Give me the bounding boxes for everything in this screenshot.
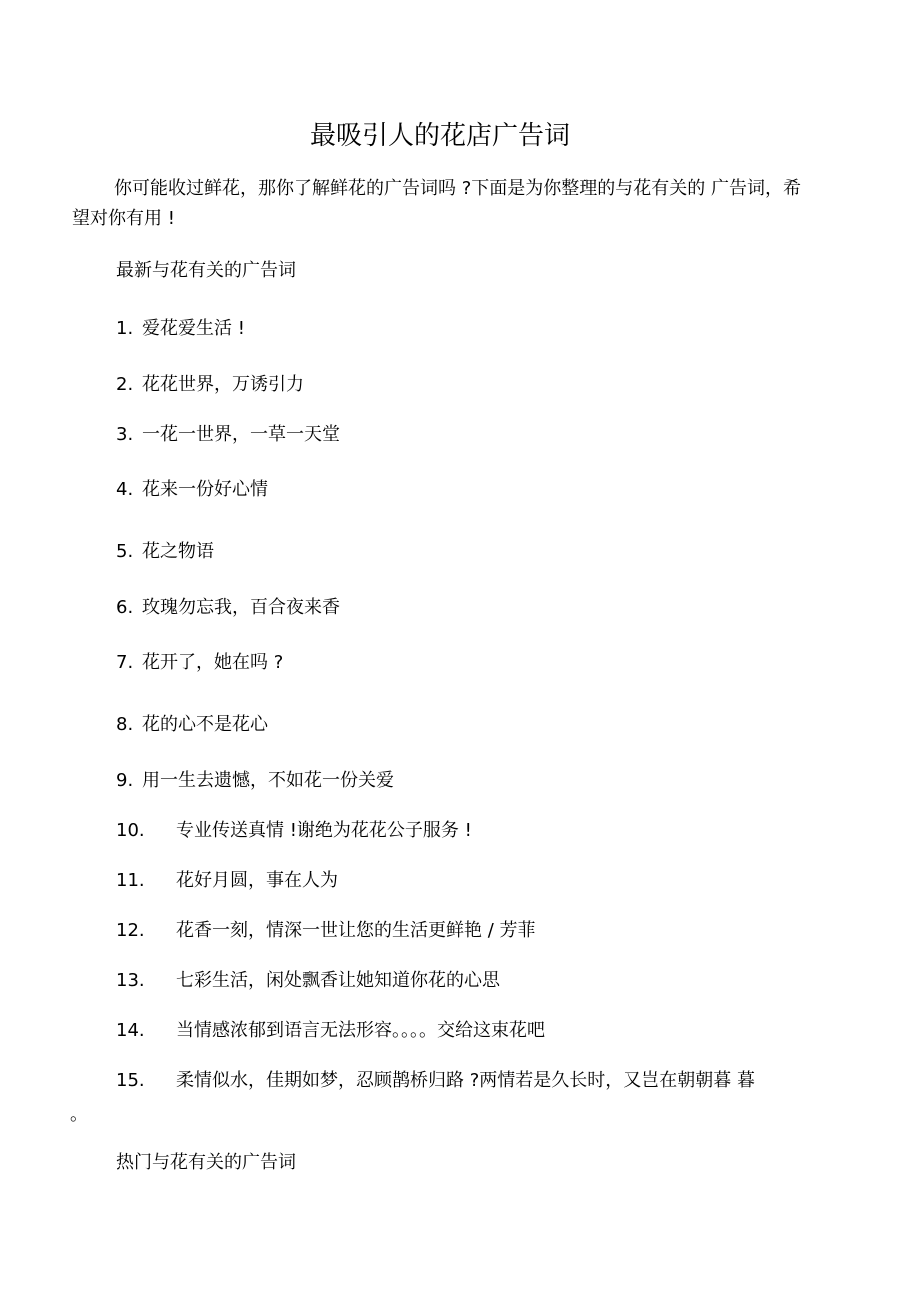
list-item xyxy=(116,595,340,621)
document-title: 最吸引人的花店广告词 xyxy=(309,121,570,151)
list-item xyxy=(116,477,268,503)
item-number: 1. xyxy=(116,318,134,339)
list-item xyxy=(116,818,472,844)
list-item xyxy=(116,1068,755,1094)
list-item xyxy=(116,712,268,738)
item-text: 专业传送真情 !谢绝为花花公子服务 ! xyxy=(176,820,472,841)
list-item xyxy=(116,539,214,565)
item-number: 15. xyxy=(116,1070,145,1091)
item-text: 花花世界，万诱引力 xyxy=(142,374,304,395)
item-text: 花的心不是花心 xyxy=(142,714,268,735)
item-number: 7. xyxy=(116,652,134,673)
item-text: 花之物语 xyxy=(142,541,214,562)
item-number: 2. xyxy=(116,374,134,395)
item-text: 玫瑰勿忘我，百合夜来香 xyxy=(142,597,340,618)
list-item xyxy=(116,316,245,342)
list-item xyxy=(116,918,536,944)
item-number: 8. xyxy=(116,714,134,735)
item-number: 13. xyxy=(116,970,145,991)
item-text: 用一生去遗憾，不如花一份关爱 xyxy=(142,770,394,791)
list-item xyxy=(116,372,304,398)
item-text: 花香一刻，情深一世让您的生活更鲜艳 / 芳菲 xyxy=(176,920,536,941)
list-item xyxy=(116,768,394,794)
item-number: 11. xyxy=(116,870,145,891)
intro-paragraph: 你可能收过鲜花，那你了解鲜花的广告词吗 ?下面是为你整理的与花有关的 广告词，希望对你有用 ! xyxy=(72,178,801,229)
item-number: 5. xyxy=(116,541,134,562)
item-text: 花开了，她在吗 ? xyxy=(142,652,284,673)
item-number: 4. xyxy=(116,479,134,500)
section-heading-latest: 最新与花有关的广告词 xyxy=(116,260,296,281)
item-number: 14. xyxy=(116,1020,145,1041)
item-text: 柔情似水，佳期如梦，忍顾鹊桥归路 ?两情若是久长时，又岂在朝朝暮 暮 xyxy=(176,1070,755,1091)
item-text: 当情感浓郁到语言无法形容。。。。交给这束花吧 xyxy=(176,1020,545,1041)
section-heading-popular: 热门与花有关的广告词 xyxy=(116,1152,296,1173)
item-text: 一花一世界，一草一天堂 xyxy=(142,424,340,445)
item-text: 花来一份好心情 xyxy=(142,479,268,500)
item-text: 爱花爱生活 ! xyxy=(142,318,245,339)
item-number: 6. xyxy=(116,597,134,618)
list-item xyxy=(116,1018,545,1044)
item-text: 花好月圆，事在人为 xyxy=(176,870,338,891)
list-item xyxy=(116,868,338,894)
item-number: 10. xyxy=(116,820,145,841)
item-text: 七彩生活，闲处飘香让她知道你花的心思 xyxy=(176,970,500,991)
item-number: 12. xyxy=(116,920,145,941)
item-number: 9. xyxy=(116,770,134,791)
item-15-continuation: 。 xyxy=(70,1104,88,1125)
list-item xyxy=(116,422,340,448)
list-item xyxy=(116,968,500,994)
item-number: 3. xyxy=(116,424,134,445)
list-item xyxy=(116,650,283,676)
